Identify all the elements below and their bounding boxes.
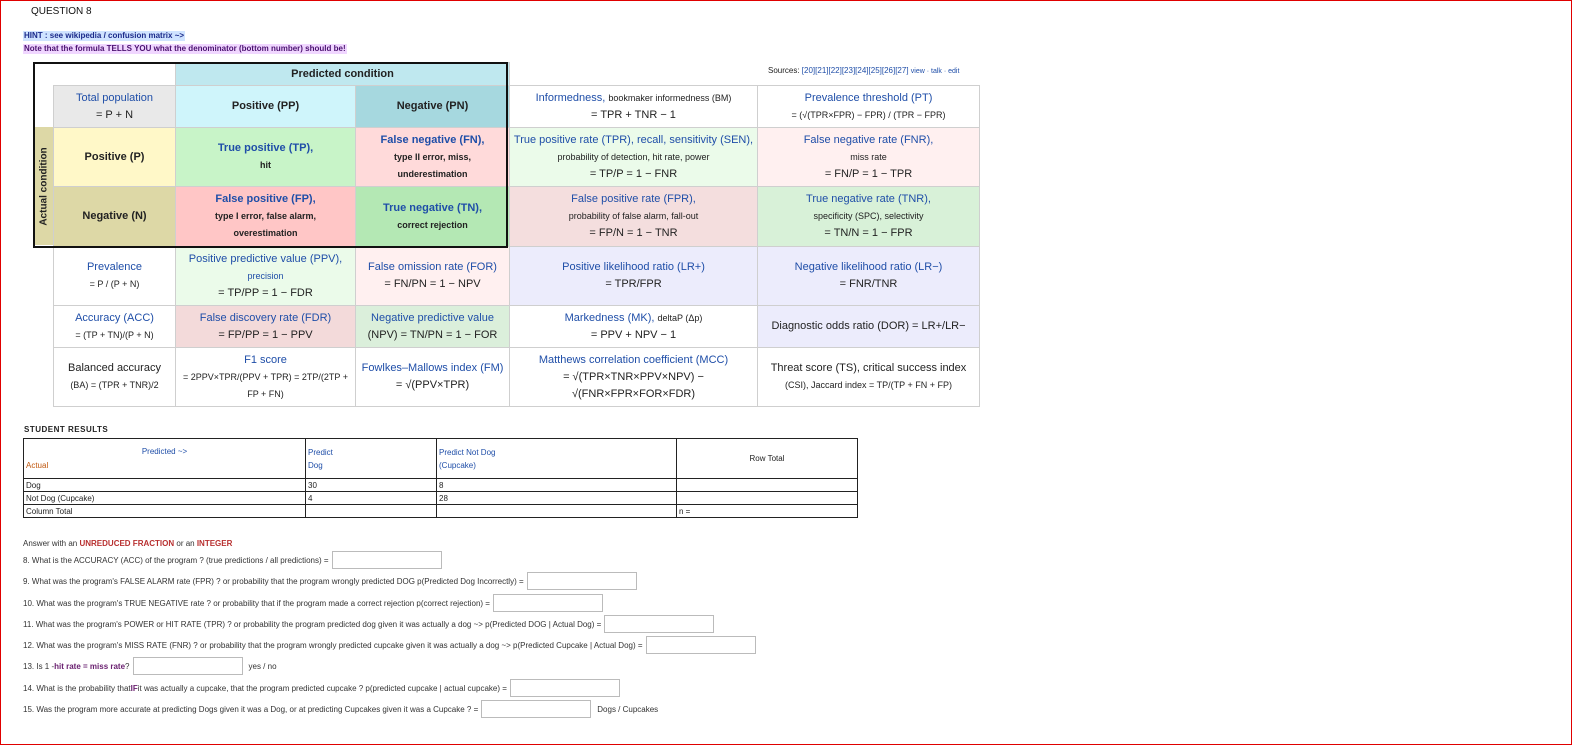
cell-dog-row-total[interactable] bbox=[677, 479, 858, 492]
question-13 bbox=[23, 657, 277, 675]
cell-dog-predict-dog: 30 bbox=[306, 479, 437, 492]
lr-positive-formula: = TPR/FPR bbox=[605, 278, 662, 290]
question-14-text-b: IF bbox=[130, 683, 138, 693]
fnr-sub: miss rate bbox=[850, 151, 887, 162]
prevalence-threshold-label: Prevalence threshold (PT) bbox=[804, 91, 933, 104]
balanced-accuracy-formula: (BA) = (TPR + TNR)/2 bbox=[70, 380, 159, 390]
lr-negative-label: Negative likelihood ratio (LR−) bbox=[794, 261, 943, 273]
total-population-label: Total population bbox=[75, 91, 154, 104]
question-10 bbox=[23, 594, 603, 612]
prevalence-threshold-cell bbox=[758, 86, 980, 128]
student-results-title: STUDENT RESULTS bbox=[24, 425, 109, 434]
markedness-cell bbox=[510, 306, 758, 348]
fpr-label: False positive rate (FPR), bbox=[571, 193, 696, 205]
tnr-sub: specificity (SPC), selectivity bbox=[813, 211, 924, 221]
balanced-accuracy-label: Balanced accuracy bbox=[68, 362, 161, 374]
false-positive-cell bbox=[176, 187, 356, 247]
confusion-matrix bbox=[53, 62, 980, 407]
instr-integer: INTEGER bbox=[196, 539, 233, 548]
true-positive-cell bbox=[176, 128, 356, 187]
f1-label: F1 score bbox=[244, 353, 287, 366]
hint-line-1: HINT : see wikipedia / confusion matrix ~> bbox=[24, 31, 185, 40]
answer-13-input[interactable] bbox=[133, 657, 243, 675]
table-row bbox=[24, 492, 858, 505]
tnr-label: True negative rate (TNR), bbox=[806, 193, 931, 205]
question-11-text: 11. What was the program's POWER or HIT RATE (TPR) ? or probability the program predicted dog given it was actually a dog ~> p(Predicted DOG | Actual Dog) = bbox=[23, 619, 602, 629]
balanced-accuracy-cell bbox=[54, 348, 176, 407]
question-15-options: Dogs / Cupcakes bbox=[597, 704, 659, 714]
fnr-label: False negative rate (FNR), bbox=[803, 133, 934, 146]
markedness-formula: = PPV + NPV − 1 bbox=[590, 328, 677, 341]
answer-14-input[interactable] bbox=[510, 679, 620, 697]
cell-dog-predict-not-dog: 8 bbox=[437, 479, 677, 492]
mcc-formula-1: = √(TPR×TNR×PPV×NPV) − bbox=[563, 370, 704, 383]
question-12 bbox=[23, 636, 756, 654]
markedness-sub: deltaP (Δp) bbox=[657, 312, 703, 323]
threat-score-label: Threat score (TS), critical success index bbox=[770, 362, 967, 374]
question-9-text: 9. What was the program's FALSE ALARM rate (FPR) ? or probability that the program wrongly predicted DOG p(Predicted Dog Incorrectly) = bbox=[23, 576, 524, 586]
col-predict-not-dog-line1: Predict Not Dog bbox=[439, 447, 496, 457]
fowlkes-mallows-cell bbox=[356, 348, 510, 407]
question-9 bbox=[23, 572, 637, 590]
tnr-cell bbox=[758, 187, 980, 247]
informedness-label: Informedness, bbox=[535, 91, 606, 104]
answer-10-input[interactable] bbox=[493, 594, 603, 612]
total-population-cell bbox=[54, 86, 176, 128]
col-row-total: Row Total bbox=[677, 439, 858, 479]
answer-12-input[interactable] bbox=[646, 636, 756, 654]
ppv-label: Positive predictive value (PPV), bbox=[188, 252, 343, 265]
npv-label: Negative predictive value bbox=[371, 311, 494, 324]
tpr-cell bbox=[510, 128, 758, 187]
lr-positive-label: Positive likelihood ratio (LR+) bbox=[562, 261, 705, 273]
fpr-cell bbox=[510, 187, 758, 247]
true-negative-cell bbox=[356, 187, 510, 247]
ppv-sub: precision bbox=[247, 270, 284, 281]
sources-refs[interactable]: [20][21][22][23][24][25][26][27] bbox=[801, 66, 909, 75]
fpr-formula: = FP/N = 1 − TNR bbox=[589, 227, 678, 239]
fn-sub-1: type II error, miss, bbox=[393, 151, 472, 162]
question-15 bbox=[23, 700, 658, 718]
fn-sub-2: underestimation bbox=[397, 168, 468, 179]
mcc-formula-2: √(FNR×FPR×FOR×FDR) bbox=[571, 387, 696, 400]
tn-sub: correct rejection bbox=[397, 219, 468, 230]
prevalence-cell bbox=[54, 247, 176, 306]
col-predict-not-dog bbox=[437, 439, 677, 479]
question-8-text: 8. What is the ACCURACY (ACC) of the program ? (true predictions / all predictions) = bbox=[23, 555, 329, 565]
fdr-cell bbox=[176, 306, 356, 348]
col-predict-dog-line2: Dog bbox=[308, 460, 323, 470]
npv-cell bbox=[356, 306, 510, 348]
ppv-cell bbox=[176, 247, 356, 306]
instr-or: or an bbox=[174, 539, 197, 548]
answer-9-input[interactable] bbox=[527, 572, 637, 590]
instr-prefix: Answer with an bbox=[23, 539, 80, 548]
question-12-text: 12. What was the program's MISS RATE (FNR) ? or probability that the program wrongly predicted cupcake given it was actually a dog ~> p(Predicted Cupcake | Actual Dog) = bbox=[23, 640, 643, 650]
question-14 bbox=[23, 679, 620, 697]
answer-11-input[interactable] bbox=[604, 615, 714, 633]
tp-label: True positive (TP), bbox=[217, 142, 314, 154]
tnr-formula: = TN/N = 1 − FPR bbox=[824, 227, 913, 239]
cell-not-dog-row-total[interactable] bbox=[677, 492, 858, 505]
accuracy-formula: = (TP + TN)/(P + N) bbox=[75, 329, 154, 340]
question-11 bbox=[23, 615, 714, 633]
results-corner-cell bbox=[24, 439, 306, 479]
threat-score-formula: (CSI), Jaccard index = TP/(TP + FN + FP) bbox=[785, 380, 952, 390]
fpr-sub: probability of false alarm, fall-out bbox=[568, 211, 699, 221]
cell-not-dog-predict-not-dog: 28 bbox=[437, 492, 677, 505]
cell-column-total-dog[interactable] bbox=[306, 505, 437, 518]
question-13-text-c: ? bbox=[125, 661, 130, 671]
fdr-label: False discovery rate (FDR) bbox=[199, 311, 332, 324]
fnr-formula: = FN/P = 1 − TPR bbox=[824, 167, 913, 180]
lr-negative-cell bbox=[758, 247, 980, 306]
answer-8-input[interactable] bbox=[332, 551, 442, 569]
row-label-not-dog: Not Dog (Cupcake) bbox=[24, 492, 306, 505]
actual-negative-header: Negative (N) bbox=[54, 187, 176, 247]
answer-15-input[interactable] bbox=[481, 700, 591, 718]
dor-cell: Diagnostic odds ratio (DOR) = LR+/LR− bbox=[758, 306, 980, 348]
for-formula: = FN/PN = 1 − NPV bbox=[384, 278, 481, 290]
fp-sub-2: overestimation bbox=[233, 228, 298, 238]
prevalence-formula: = P / (P + N) bbox=[89, 279, 140, 289]
question-8 bbox=[23, 551, 442, 569]
hint-line-2: Note that the formula TELLS YOU what the denominator (bottom number) should be! bbox=[24, 44, 346, 53]
tn-label: True negative (TN), bbox=[382, 201, 483, 214]
actual-condition-text: Actual condition bbox=[38, 146, 50, 226]
student-results-table bbox=[23, 438, 858, 518]
ppv-formula: = TP/PP = 1 − FDR bbox=[218, 286, 313, 299]
col-predict-dog bbox=[306, 439, 437, 479]
sources-label: Sources: bbox=[768, 66, 802, 75]
fm-label: Fowlkes–Mallows index (FM) bbox=[361, 362, 504, 374]
question-title: QUESTION 8 bbox=[31, 6, 92, 17]
markedness-label: Markedness (MK), bbox=[564, 311, 655, 324]
total-population-formula: = P + N bbox=[95, 108, 134, 121]
mcc-cell bbox=[510, 348, 758, 407]
cell-not-dog-predict-dog: 4 bbox=[306, 492, 437, 505]
lr-negative-formula: = FNR/TNR bbox=[839, 278, 898, 290]
fm-formula: = √(PPV×TPR) bbox=[395, 379, 470, 391]
prevalence-threshold-formula: = (√(TPR×FPR) − FPR) / (TPR − FPR) bbox=[791, 109, 946, 120]
row-label-dog: Dog bbox=[24, 479, 306, 492]
fp-sub-1: type I error, false alarm, bbox=[214, 211, 317, 221]
fnr-cell bbox=[758, 128, 980, 187]
predicted-negative-header: Negative (PN) bbox=[356, 86, 510, 128]
informedness-formula: = TPR + TNR − 1 bbox=[591, 108, 676, 121]
fdr-formula: = FP/PP = 1 − PPV bbox=[218, 328, 313, 341]
question-14-text-a: 14. What is the probability that bbox=[23, 683, 131, 693]
tpr-sub: probability of detection, hit rate, power bbox=[557, 151, 710, 162]
threat-score-cell bbox=[758, 348, 980, 407]
tpr-formula: = TP/P = 1 − FNR bbox=[589, 167, 678, 180]
for-cell bbox=[356, 247, 510, 306]
table-row bbox=[24, 479, 858, 492]
answer-instructions bbox=[23, 539, 232, 548]
col-predict-not-dog-line2: (Cupcake) bbox=[439, 460, 476, 470]
col-predict-dog-line1: Predict bbox=[308, 447, 333, 457]
predicted-condition-header: Predicted condition bbox=[176, 63, 510, 86]
instr-fraction: UNREDUCED FRACTION bbox=[79, 539, 175, 548]
accuracy-cell bbox=[54, 306, 176, 348]
npv-formula: (NPV) = TN/PN = 1 − FOR bbox=[367, 328, 498, 341]
accuracy-label: Accuracy (ACC) bbox=[75, 311, 154, 324]
cell-grand-total[interactable]: n = bbox=[677, 505, 858, 518]
informedness-cell bbox=[510, 86, 758, 128]
lr-positive-cell bbox=[510, 247, 758, 306]
table-row bbox=[24, 505, 858, 518]
predicted-arrow-label: Predicted ~> bbox=[141, 447, 188, 456]
question-10-text: 10. What was the program's TRUE NEGATIVE rate ? or probability that if the program made a correct rejection p(correct rejection) = bbox=[23, 598, 490, 608]
actual-label: Actual bbox=[26, 461, 49, 470]
fn-label: False negative (FN), bbox=[380, 133, 485, 146]
question-14-text-c: it was actually a cupcake, that the program predicted cupcake ? p(predicted cupcake | actual cupcake) = bbox=[137, 683, 507, 693]
tp-sub: hit bbox=[260, 160, 271, 170]
question-13-options: yes / no bbox=[248, 661, 277, 671]
question-15-text: 15. Was the program more accurate at predicting Dogs given it was a Dog, or at predicting Cupcakes given it was a Cupcake ? = bbox=[23, 704, 479, 714]
f1-cell bbox=[176, 348, 356, 407]
f1-formula: = 2PPV×TPR/(PPV + TPR) = 2TP/(2TP + FP + FN) bbox=[183, 371, 348, 399]
predicted-positive-header: Positive (PP) bbox=[176, 86, 356, 128]
false-negative-cell bbox=[356, 128, 510, 187]
tpr-label: True positive rate (TPR), recall, sensitivity (SEN), bbox=[513, 133, 754, 146]
informedness-sub: bookmaker informedness (BM) bbox=[608, 92, 732, 103]
sources-edit-links[interactable]: view · talk · edit bbox=[910, 68, 960, 75]
actual-condition-side-label bbox=[35, 127, 53, 245]
actual-positive-header: Positive (P) bbox=[54, 128, 176, 187]
for-label: False omission rate (FOR) bbox=[368, 261, 497, 273]
question-13-text-a: 13. Is 1 - bbox=[23, 661, 55, 671]
question-13-text-b: hit rate = miss rate bbox=[54, 661, 126, 671]
fp-label: False positive (FP), bbox=[215, 193, 316, 205]
cell-column-total-not-dog[interactable] bbox=[437, 505, 677, 518]
prevalence-label: Prevalence bbox=[86, 261, 143, 273]
row-label-column-total: Column Total bbox=[24, 505, 306, 518]
mcc-label: Matthews correlation coefficient (MCC) bbox=[538, 353, 729, 366]
